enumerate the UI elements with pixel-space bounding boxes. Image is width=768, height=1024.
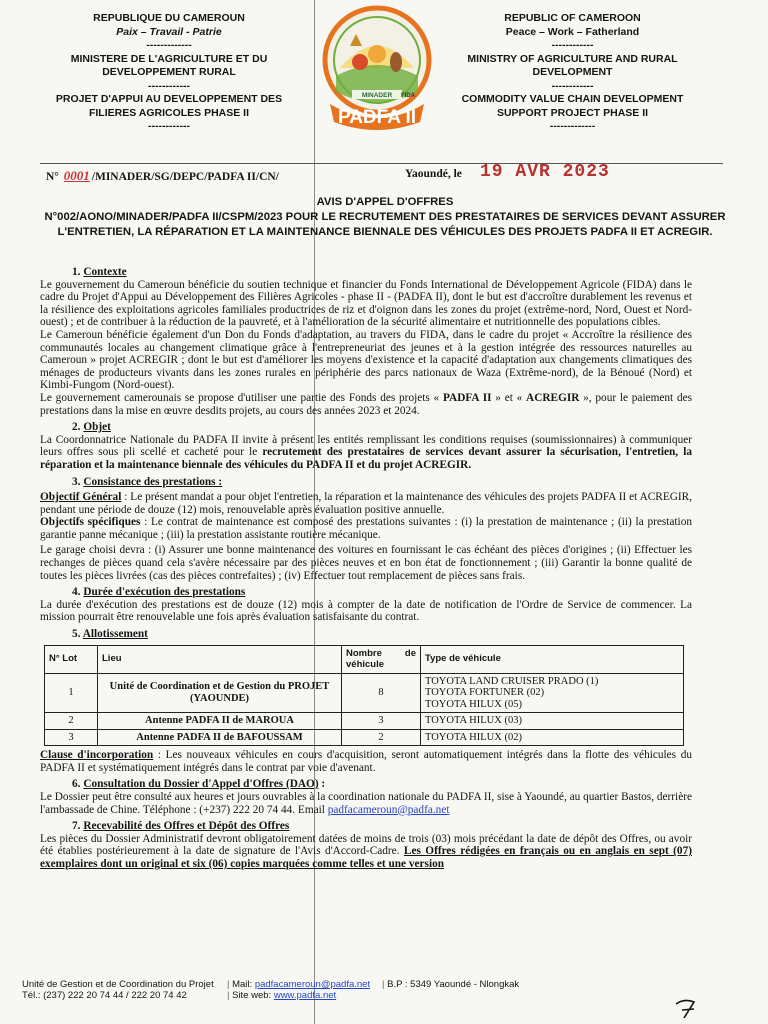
vehicle-types (421, 673, 684, 713)
text-run: Objectif Général (40, 491, 122, 504)
text-run: recrutement des prestataires de services devant assurer la sécurisation, l'entretien, la réparation et la maintenance biennale des véhicules du PADFA II et du projet ACREGIR. (40, 446, 692, 471)
footer-phone: Tél.: (237) 222 20 74 44 / 222 20 74 42 (22, 990, 187, 1001)
section-heading-context (72, 266, 692, 279)
mail-label: Mail: (232, 979, 253, 990)
column-header: Lieu (98, 645, 342, 673)
country-en: REPUBLIC OF CAMEROON (504, 12, 641, 24)
divider: ------------ (551, 79, 594, 92)
vehicle-type: TOYOTA HILUX (03) (421, 713, 684, 730)
reference-number (46, 168, 279, 184)
section-number: 1. (72, 266, 81, 278)
website-link[interactable]: www.padfa.net (273, 990, 337, 1001)
document-body (40, 262, 692, 870)
divider: ------------- (146, 39, 192, 51)
site-label: Site web: (232, 990, 272, 1001)
text-run: : Le présent mandat a pour objet l'entretien, la réparation et la maintenance des véhicules des projets PADFA II et ACREGIR, pendant une période de douze (12) mois, renouvelable après évaluation positive annuelle. (40, 491, 693, 516)
header-rule (40, 163, 723, 164)
text-run: Les pièces du Dossier Administratif devront obligatoirement datées de moins de trois (03) mois précédant la date de dépôt des Offres, ou avoir été établies postérieurement à la date de signature de l'Avis d'Accord-Cadre. (40, 832, 692, 858)
footer-web: | Mail: padfacameroun@padfa.net | Site web: www.padfa.net (227, 979, 371, 1001)
vehicle-count: 3 (342, 713, 421, 730)
text-run: ACREGIR (526, 391, 580, 404)
po-box: B.P : 5349 Yaoundé - Nlongkak (387, 979, 520, 990)
lot-number: 1 (45, 673, 98, 713)
divider: ------------ (148, 120, 190, 132)
section-title: Consistance des prestations : (83, 475, 223, 488)
padfa-logo (316, 4, 438, 132)
text-run: », pour le paiement des prestations dans la mise en œuvre desdits projets, au cours des années 2023 et 2024. (40, 391, 693, 417)
place-label: Yaoundé, le (405, 168, 462, 180)
section-heading-offers (72, 820, 692, 833)
section-heading-dao (72, 778, 692, 791)
footer-contact (22, 979, 214, 1001)
context-paragraph-3 (40, 392, 692, 417)
garage-requirements: Le garage choisi devra : (i) Assurer une bonne maintenance des voitures en fournissant le cas échéant des pièces d'origines ; (ii) Effectuer les rechanges de pièces quand cela s'avère nécessaire par des pièces neuves et en bon état de fonctionnement ; (iii) Garantir la bonne qualité de toutes les pièces livrées (cas des pièces contrefaites) ; (iv) Effectuer tout remplacement de pièces sans frais. (40, 544, 692, 582)
lot-location: Unité de Coordination et de Gestion du PROJET (YAOUNDE) (98, 673, 342, 713)
section-heading-duration (72, 586, 692, 599)
project-en: COMMODITY VALUE CHAIN DEVELOPMENT SUPPORT PROJECT PHASE II (461, 93, 684, 119)
table-header-row (45, 645, 684, 673)
email-link[interactable]: padfacameroun@padfa.net (327, 803, 450, 816)
divider: ------------ (551, 39, 594, 51)
lot-number: 2 (45, 713, 98, 730)
section-title: Objet (83, 421, 111, 434)
section-number: 4. (72, 586, 81, 599)
divider: ------------- (549, 120, 596, 132)
country-fr: REPUBLIQUE DU CAMEROUN (93, 12, 245, 24)
lots-table (44, 645, 684, 747)
divider: ------------ (148, 79, 190, 92)
duration-paragraph: La durée d'exécution des prestations est de douze (12) mois à compter de la date de notification de l'Ordre de Service de commencer. La mission pourrait être renouvelable une fois après évaluation satisfaisante du contrat. (40, 598, 692, 624)
section-number: 2. (72, 421, 81, 434)
logo-name: PADFA II (337, 107, 417, 128)
lot-number: 3 (45, 729, 98, 746)
ref-suffix: /MINADER/SG/DEPC/PADFA II/CN/ (91, 171, 279, 183)
section-number: 7. (72, 820, 81, 833)
column-header: Type de véhicule (421, 645, 684, 673)
vehicle-count: 8 (342, 673, 421, 713)
offers-paragraph (40, 833, 692, 871)
lot-location: Antenne PADFA II de MAROUA (98, 713, 342, 730)
minader-mark: MINADER (361, 92, 393, 99)
text-run: Les Offres rédigées en français ou en anglais en sept (07) exemplaires dont un original et six (06) copies marquées comme telles et une version (40, 845, 692, 870)
general-objective (40, 491, 692, 516)
dao-paragraph (40, 791, 692, 816)
section-title: Durée d'exécution des prestations (83, 586, 246, 599)
section-title: Recevabilité des Offres et Dépôt des Offres (83, 820, 290, 833)
section-number: 3. (72, 475, 81, 488)
notice-title (40, 195, 730, 240)
footer-address: | B.P : 5349 Yaoundé - Nlongkak (382, 979, 520, 990)
header-right (455, 12, 690, 134)
context-paragraph-1: Le gouvernement du Cameroun bénéficie du soutien technique et financier du Fonds International de Développement Agricole (FIDA) dans le cadre du Projet d'Appui au Développement des Filières Agricoles - phase II - (PADFA II), dont le but est d'accroître durablement les revenus et la résilience des exploitations agricoles familiales productrices de riz et d'oignon dans les zones du projet (extrême-nord, Nord, Ouest et Nord-ouest) ; et de contribuer à la réduction de la pauvreté, et à l'amélioration de la sécurité alimentaire et nutritionnelle des populations cibles. (40, 278, 692, 329)
reference-line (40, 160, 740, 188)
initials-signature-icon (672, 996, 702, 1022)
footer-email-link[interactable]: padfacameroun@padfa.net (254, 979, 371, 990)
section-title: Consultation du Dossier d'Appel d'Offres (DAO) (83, 778, 319, 791)
title-line-2: N°002/AONO/MINADER/PADFA II/CSPM/2023 POUR LE RECRUTEMENT DES PRESTATAIRES DE SERVICES DEVANT ASSURER L'ENTRETIEN, LA RÉPARATION ET LA MAINTENANCE BIENNALE DES VÉHICULES DES PROJETS PADFA II ET ACREGIR. (44, 211, 726, 238)
context-paragraph-2: Le Cameroun bénéficie également d'un Don du Fonds d'adaptation, au travers du FIDA, dans le cadre du projet « Accroître la résilience des communautés locales au changement climatique grâce à l'entrepreneuriat des jeunes et à la gestion intégrée des ressources naturelles au Cameroun » projet ACREGIR ; dont le but est d'améliorer les moyens d'existence et la capacité d'adaptation aux changements climatiques des ménages de producteurs vivants dans les zones rurales en périphérie des parcs nationaux de Waza (Extrême-nord), de la Bénoué (Nord) et Kimbi-Fungom (Nord-ouest). (40, 328, 692, 392)
ref-number-handwritten: 0001 (63, 168, 90, 183)
project-fr: PROJET D'APPUI AU DEVELOPPEMENT DES FILIERES AGRICOLES PHASE II (55, 93, 283, 119)
section-title: Allotissement (82, 628, 148, 641)
motto-fr: Paix – Travail - Patrie (116, 25, 222, 38)
text-run: Le Dossier peut être consulté aux heures et jours ouvrables à la coordination nationale du PADFA II, sise à Yaoundé, au quartier Bastos, derrière l'ambassade de Chine. Téléphone : (+237) 222 20 74 44. Email (40, 790, 692, 816)
section-heading-object (72, 421, 692, 434)
column-header: N° Lot (45, 645, 98, 673)
table-row (45, 713, 684, 730)
text-run: Le gouvernement camerounais se propose d'utiliser une partie des Fonds des projets « (40, 391, 443, 404)
text-run: : Les nouveaux véhicules en cours d'acquisition, seront automatiquement intégrés dans la flotte des véhicules du PADFA II et systématiquement intégrés dans le contrat par voie d'avenant. (40, 749, 692, 774)
vehicle-type: TOYOTA FORTUNER (02) (425, 687, 545, 699)
ref-prefix: N° (46, 171, 59, 183)
section-heading-scope (72, 476, 692, 489)
section-title: Contexte (83, 266, 127, 278)
object-paragraph (40, 434, 692, 472)
text-run: Clause d'incorporation (40, 749, 154, 762)
vehicle-type: TOYOTA LAND CRUISER PRADO (1) (425, 675, 599, 687)
text-run: : (318, 778, 326, 791)
motto-en: Peace – Work – Fatherland (505, 25, 640, 38)
date-stamp: 19 AVR 2023 (480, 162, 610, 182)
incorporation-clause (40, 749, 692, 774)
lot-location: Antenne PADFA II de BAFOUSSAM (98, 729, 342, 746)
section-number: 5. (72, 628, 81, 641)
table-row (45, 673, 684, 713)
text-run: La Coordonnatrice Nationale du PADFA II invite à présent les entités remplissant les conditions requises (soumissionnaires) à communiquer leurs offres sous pli scellé et cacheté pour le (40, 433, 692, 459)
table-row (45, 729, 684, 746)
text-run: : Le contrat de maintenance est composé des prestations suivantes : (i) la prestation de maintenance ; (ii) la prestation garantie panne mécanique ; (iii) la prestation assistante routière mécanique. (40, 516, 692, 541)
text-run: PADFA II (442, 391, 492, 404)
specific-objectives (40, 516, 692, 541)
text-run: Objectifs spécifiques (40, 516, 141, 529)
text-run: » et « (491, 391, 527, 404)
section-heading-lots (72, 628, 692, 641)
vehicle-type: TOYOTA HILUX (02) (421, 729, 684, 746)
column-header: Nombre de véhicule (342, 645, 421, 673)
vehicle-count: 2 (342, 729, 421, 746)
vehicle-type: TOYOTA HILUX (05) (425, 698, 522, 710)
footer-unit: Unité de Gestion et de Coordination du Projet (22, 979, 214, 990)
fida-mark: FIDA (401, 93, 415, 99)
ministry-en: MINISTRY OF AGRICULTURE AND RURAL DEVELOPMENT (467, 52, 678, 78)
title-line-1: AVIS D'APPEL D'OFFRES (316, 196, 454, 208)
header-left (55, 12, 283, 134)
section-number: 6. (72, 778, 81, 791)
ministry-fr: MINISTERE DE L'AGRICULTURE ET DU DEVELOPPEMENT RURAL (70, 52, 268, 78)
